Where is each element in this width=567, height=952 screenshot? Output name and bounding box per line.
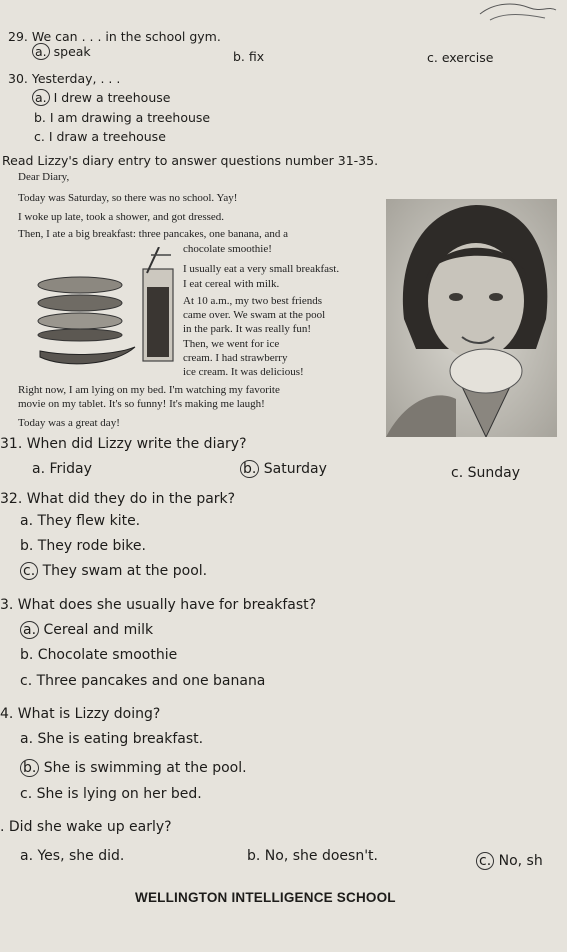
q31-option-a[interactable]: a. Friday <box>32 461 92 477</box>
q29-option-b[interactable]: b. fix <box>233 49 265 64</box>
q29-stem: 29. We can . . . in the school gym. <box>8 29 221 44</box>
school-footer: WELLINGTON INTELLIGENCE SCHOOL <box>135 890 396 905</box>
answer-circle: a. <box>20 621 39 639</box>
q34-stem: 4. What is Lizzy doing? <box>0 706 161 722</box>
q35-option-c[interactable]: c. No, sh <box>476 853 543 869</box>
answer-circle: b. <box>20 759 39 777</box>
diary-line: At 10 a.m., my two best friends <box>183 295 323 307</box>
q32-option-b[interactable]: b. They rode bike. <box>20 538 146 554</box>
diary-line: in the park. It was really fun! <box>183 323 311 335</box>
diary-line: I woke up late, took a shower, and got dressed. <box>18 211 225 223</box>
q33-stem: 3. What does she usually have for breakfast? <box>0 597 317 613</box>
q35-option-b[interactable]: b. No, she doesn't. <box>247 848 378 864</box>
diary-line: Today was a great day! <box>18 417 120 429</box>
q34-option-b[interactable]: b. She is swimming at the pool. <box>20 760 247 776</box>
diary-line: ice cream. It was delicious! <box>183 366 304 378</box>
q30-option-a[interactable]: a. I drew a treehouse <box>32 90 170 105</box>
answer-circle: c. <box>20 562 38 580</box>
q33-option-a[interactable]: a. Cereal and milk <box>20 622 153 638</box>
answer-circle: a. <box>32 43 50 60</box>
answer-circle: c. <box>476 852 494 870</box>
q31-option-b[interactable]: b. Saturday <box>240 461 327 477</box>
diary-line: Right now, I am lying on my bed. I'm watching my favorite <box>18 384 280 396</box>
reading-instruction: Read Lizzy's diary entry to answer questions number 31-35. <box>2 153 379 168</box>
q30-option-c[interactable]: c. I draw a treehouse <box>34 129 166 144</box>
q32-option-a[interactable]: a. They flew kite. <box>20 513 141 529</box>
diary-line: came over. We swam at the pool <box>183 309 326 321</box>
diary-greeting: Dear Diary, <box>18 171 70 183</box>
q31-option-c[interactable]: c. Sunday <box>451 465 520 481</box>
q33-option-b[interactable]: b. Chocolate smoothie <box>20 647 178 663</box>
breakfast-illustration <box>35 247 180 372</box>
diary-line: movie on my tablet. It's so funny! It's making me laugh! <box>18 398 265 410</box>
q29-option-c[interactable]: c. exercise <box>427 50 494 65</box>
q31-stem: 31. When did Lizzy write the diary? <box>0 436 247 452</box>
q30-option-b[interactable]: b. I am drawing a treehouse <box>34 110 211 125</box>
q30-stem: 30. Yesterday, . . . <box>8 71 121 86</box>
diary-line: Then, we went for ice <box>183 338 280 350</box>
diary-line: cream. I had strawberry <box>183 352 288 364</box>
diary-line: Today was Saturday, so there was no school. Yay! <box>18 192 238 204</box>
diary-line: Then, I ate a big breakfast: three pancakes, one banana, and a <box>18 228 288 240</box>
diary-line: I eat cereal with milk. <box>183 278 280 290</box>
girl-photo <box>386 199 557 437</box>
q33-option-c[interactable]: c. Three pancakes and one banana <box>20 673 266 689</box>
q32-option-c[interactable]: c. They swam at the pool. <box>20 563 207 579</box>
answer-circle: b. <box>240 460 259 478</box>
q35-option-a[interactable]: a. Yes, she did. <box>20 848 125 864</box>
scribble-mark <box>470 0 560 26</box>
diary-line: I usually eat a very small breakfast. <box>183 263 340 275</box>
q29-option-a[interactable]: a. speak <box>32 44 91 59</box>
q34-option-c[interactable]: c. She is lying on her bed. <box>20 786 202 802</box>
q34-option-a[interactable]: a. She is eating breakfast. <box>20 731 204 747</box>
diary-line: chocolate smoothie! <box>183 243 272 255</box>
answer-circle: a. <box>32 89 50 106</box>
q35-stem: . Did she wake up early? <box>0 819 172 835</box>
q32-stem: 32. What did they do in the park? <box>0 491 236 507</box>
